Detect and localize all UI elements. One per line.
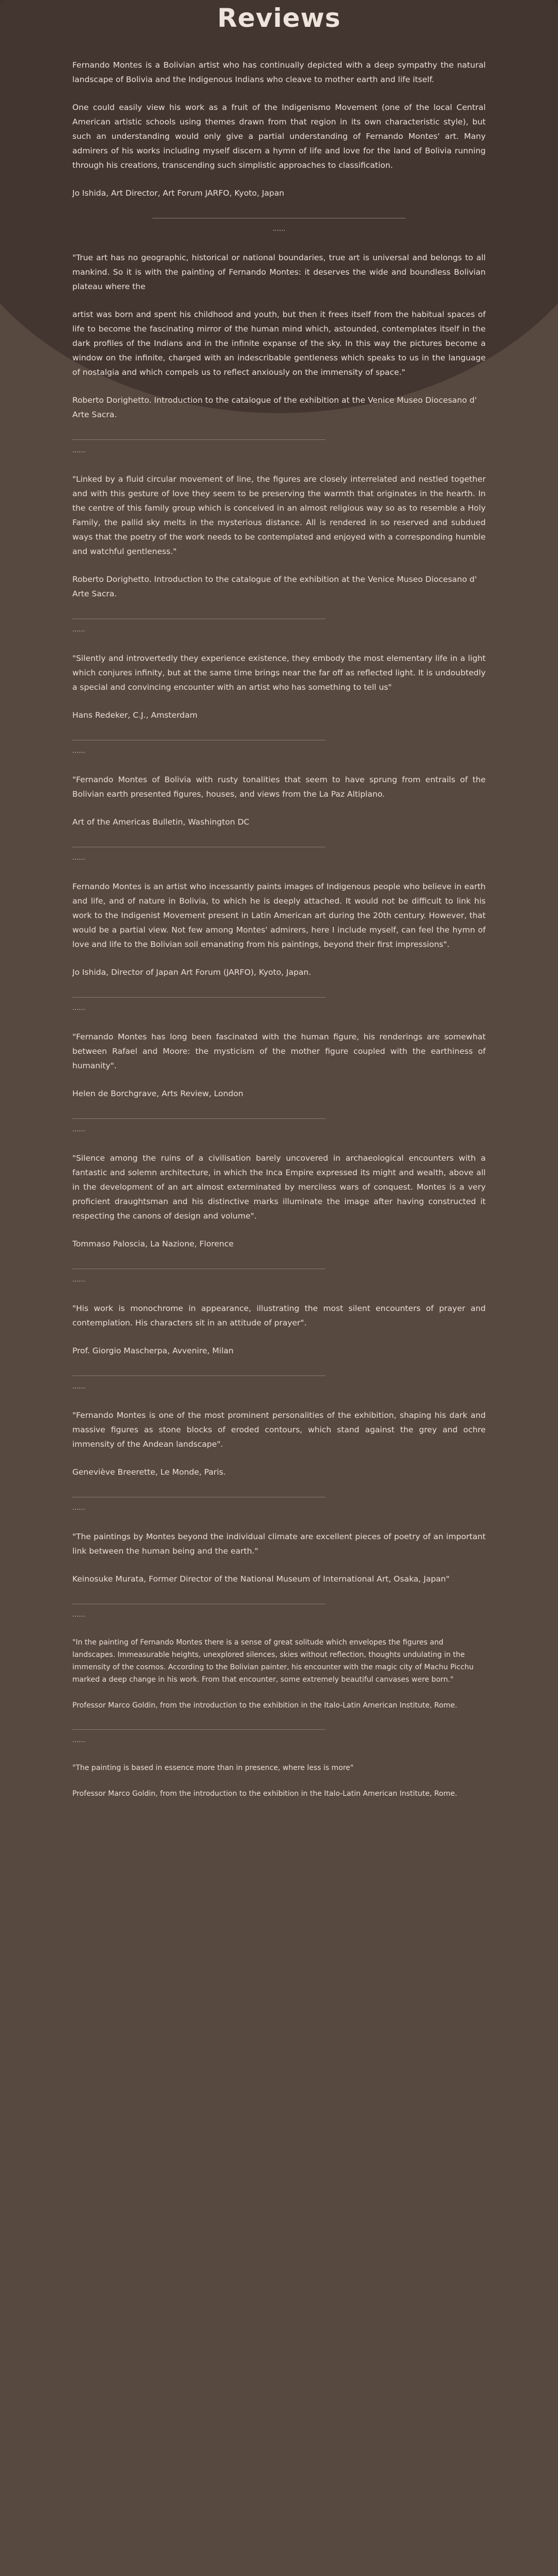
review-text: "Fernando Montes is one of the most prominent personalities of the exhibition, shaping his dark and massive figures as stone blocks of eroded contours, which stand against the grey and ochre immensity of the Andean landscape". <box>72 1411 486 1449</box>
review-text: "Silently and introvertedly they experience existence, they embody the most elementary life in a light which conjures infinity, but at the same time brings near the far off as reflected light. It is undoubtedly a special and convincing encounter with an artist who has something to tell us" <box>72 654 486 692</box>
review-item <box>72 58 486 200</box>
separator-line <box>72 1729 326 1730</box>
review-text: One could easily view his work as a fruit of the Indigenismo Movement (one of the local Central American artistic schools using themes drawn from that region in its own characteristic style), but such an understanding would only give a partial understanding of Fernando Montes' art. Many admirers of his works including myself discern a hymn of life and love for the land of Bolivia running through his creations, transcending such simplistic approaches to classification. <box>72 103 486 170</box>
separator-dots: ...... <box>72 1736 85 1744</box>
review-item <box>72 1301 486 1358</box>
review-source: Tommaso Paloscia, La Nazione, Florence <box>72 1239 234 1249</box>
review-text: "True art has no geographic, historical or national boundaries, true art is universal and belongs to all mankind. So it is with the painting of Fernando Montes: it deserves the wide and boundless Bolivian plateau where the <box>72 253 486 291</box>
review-source: Roberto Dorighetto. Introduction to the catalogue of the exhibition at the Venice Museo Diocesano d' Arte Sacra. <box>72 575 477 598</box>
separator-dots: ...... <box>72 1126 85 1133</box>
review-source: Professor Marco Goldin, from the introduction to the exhibition in the Italo-Latin American Institute, Rome. <box>72 1701 457 1710</box>
review-text: "Fernando Montes has long been fascinated with the human figure, his renderings are somewhat between Rafael and Moore: the mysticism of the mother figure coupled with the earthiness of humanity". <box>72 1032 486 1070</box>
review-source: Professor Marco Goldin, from the introduction to the exhibition in the Italo-Latin American Institute, Rome. <box>72 1790 457 1798</box>
review-text: "Linked by a fluid circular movement of line, the figures are closely interrelated and nestled together and with this gesture of love they seem to be preserving the warmth that originates in the hearth. In the centre of this family group which is conceived in an almost religious way so as to resemble a Holy Family, the pallid sky melts in the mysterious distance. All is rendered in so reserved and subdued ways that the poetry of the work needs to be contemplated and enjoyed with a corresponding humble and watchful gentleness." <box>72 475 486 556</box>
separator-dots: ...... <box>72 854 85 862</box>
separator-dots: ...... <box>72 1504 85 1512</box>
review-item <box>72 772 486 829</box>
review-item <box>72 879 486 979</box>
review-item <box>72 472 486 601</box>
separator-dots: ...... <box>72 1276 85 1284</box>
review-item <box>72 1151 486 1251</box>
review-source: Helen de Borchgrave, Arts Review, London <box>72 1089 243 1098</box>
review-text: "Fernando Montes of Bolivia with rusty tonalities that seem to have sprung from entrails of the Bolivian earth presented figures, houses, and views from the La Paz Altiplano. <box>72 775 486 799</box>
review-item <box>72 1529 486 1586</box>
review-source: Hans Redeker, C.J., Amsterdam <box>72 710 198 720</box>
review-source: Prof. Giorgio Mascherpa, Avvenire, Milan <box>72 1346 234 1355</box>
review-text: "In the painting of Fernando Montes there is a sense of great solitude which envelopes the figures and landscapes. Immeasurable heights, unexplored silences, skies without reflection, thoughts undulating in the immensity of the cosmos. According to the Bolivian painter, his encounter with the magic city of Machu Picchu marked a deep change in his work. From that encounter, some extremely beautiful canvases were born." <box>72 1638 474 1684</box>
reviews-list <box>72 33 486 1800</box>
review-source: Art of the Americas Bulletin, Washington DC <box>72 817 250 827</box>
separator-dots: ...... <box>72 447 85 454</box>
separator-dots: ...... <box>72 626 85 634</box>
review-source: Keinosuke Murata, Former Director of the National Museum of International Art, Osaka, Japan" <box>72 1574 450 1584</box>
review-text: Fernando Montes is an artist who incessantly paints images of Indigenous people who believe in earth and life, and of nature in Bolivia, to which he is deeply attached. It would not be difficult to link his work to the Indigenist Movement present in Latin American art during the 20th century. However, that would be a partial view. Not few among Montes' admirers, here I include myself, can feel the hymn of love and life to the Bolivian soil emanating from his paintings, beyond their first impressions". <box>72 882 486 949</box>
review-source: Roberto Dorighetto. Introduction to the catalogue of the exhibition at the Venice Museo Diocesano d' Arte Sacra. <box>72 396 477 419</box>
review-item <box>72 651 486 722</box>
separator-dots: ...... <box>72 1004 85 1012</box>
review-text: "Silence among the ruins of a civilisation barely uncovered in archaeological encounters with a fantastic and solemn architecture, in which the Inca Empire expressed its might and wealth, above all in the development of an art almost exterminated by merciless wars of conquest. Montes is a very proficient draughtsman and his distinctive marks illuminate the image after having constructed it respecting the canons of design and volume". <box>72 1153 486 1221</box>
review-source: Jo Ishida, Director of Japan Art Forum (JARFO), Kyoto, Japan. <box>72 968 312 977</box>
review-text: "The painting is based in essence more than in presence, where less is more" <box>72 1764 354 1772</box>
review-item <box>72 1408 486 1479</box>
separator-line <box>72 997 326 998</box>
review-text: Fernando Montes is a Bolivian artist who has continually depicted with a deep sympathy the natural landscape of Bolivia and the Indigenous Indians who cleave to mother earth and life itself. <box>72 60 486 84</box>
review-text: "The paintings by Montes beyond the individual climate are excellent pieces of poetry of an important link between the human being and the earth." <box>72 1532 486 1556</box>
review-item <box>72 1636 486 1712</box>
review-source: Jo Ishida, Art Director, Art Forum JARFO, Kyoto, Japan <box>72 188 285 198</box>
review-item <box>72 1762 486 1800</box>
page-title: Reviews <box>217 3 341 33</box>
review-text: "His work is monochrome in appearance, illustrating the most silent encounters of prayer and contemplation. His characters sit in an attitude of prayer". <box>72 1304 486 1327</box>
separator-dots: ...... <box>72 1383 85 1390</box>
separator-line <box>72 1118 326 1119</box>
review-text: artist was born and spent his childhood and youth, but then it frees itself from the habitual spaces of life to become the fascinating mirror of the human mind which, astounded, contemplates itself in the dark profiles of the Indians and in the infinite expanse of the sky. In this way the pictures become a window on the infinite, charged with an indescribable gentleness which speaks to us in the language of nostalgia and which compels us to reflect anxiously on the immensity of space." <box>72 310 486 377</box>
separator-dots: ...... <box>72 747 85 755</box>
review-source: Geneviève Breerette, Le Monde, Paris. <box>72 1467 226 1477</box>
separator-dots: ...... <box>272 225 286 233</box>
review-item <box>72 1030 486 1101</box>
separator-line <box>72 439 326 440</box>
separator-dots: ...... <box>72 1611 85 1619</box>
review-item <box>72 250 486 422</box>
